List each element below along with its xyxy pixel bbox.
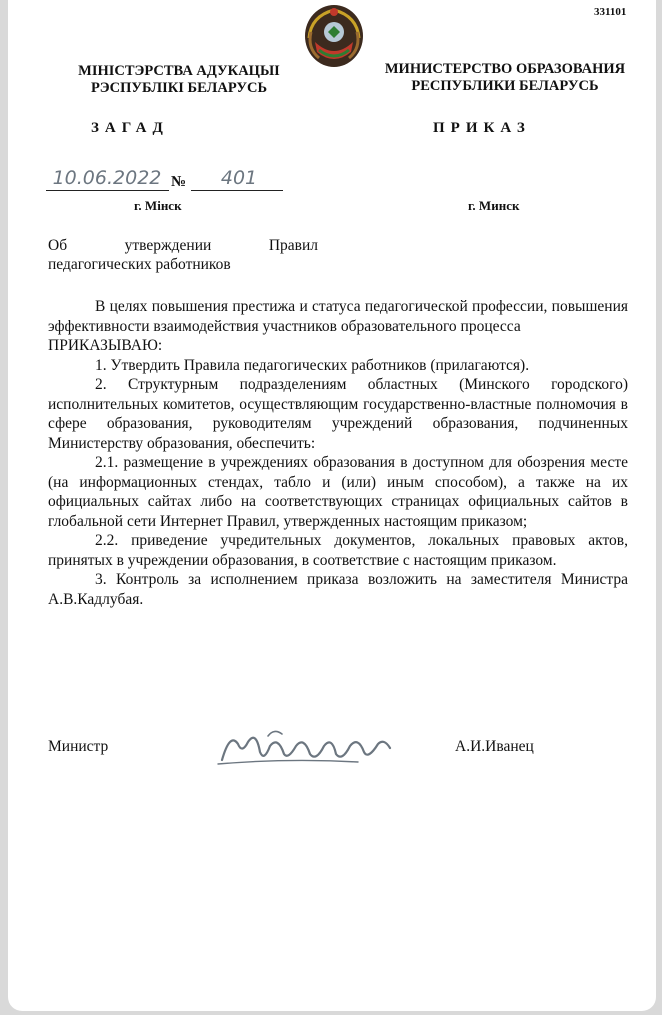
org-name-belarusian bbox=[44, 63, 314, 97]
order-word: ПРИКАЗЫВАЮ: bbox=[48, 337, 163, 354]
number-sign: № bbox=[171, 174, 187, 190]
state-emblem-icon bbox=[303, 2, 365, 68]
order-item-2: 2. Структурным подразделениям областных (Минского городского) исполнительных комитетов, осуществляющим государственно-властные полномочия в сфере образования, руководителям учреждений образования, подчиненных Министерству образования, обеспечить: bbox=[48, 376, 628, 452]
order-number: 401 bbox=[220, 167, 258, 189]
number-underline bbox=[191, 190, 283, 191]
org-line: РЭСПУБЛІКІ БЕЛАРУСЬ bbox=[90, 80, 268, 96]
order-date: 10.06.2022 bbox=[52, 167, 162, 189]
order-item-1: 1. Утвердить Правила педагогических работников (прилагаются). bbox=[95, 356, 530, 374]
order-item-2-1: 2.1. размещение в учреждениях образования в доступном для обозрения месте (на информационных стендах, табло и (или) иным способом), а также на их официальных сайтах либо на соответствующих страницах официальных сайтов в глобальной сети Интернет Правил, утвержденных настоящим приказом; bbox=[48, 454, 628, 530]
subject-line: педагогических работников bbox=[48, 256, 231, 273]
doc-type-belarusian: ЗАГАД bbox=[91, 120, 169, 136]
document-page bbox=[8, 0, 656, 1011]
signatory-name: А.И.Иванец bbox=[455, 738, 534, 755]
order-subject bbox=[48, 236, 318, 274]
subject-word: Правил bbox=[268, 237, 318, 254]
order-item-3: 3. Контроль за исполнением приказа возложить на заместителя Министра А.В.Кадлубая. bbox=[48, 571, 628, 608]
order-body bbox=[48, 297, 628, 609]
org-line: РЕСПУБЛИКИ БЕЛАРУСЬ bbox=[411, 78, 599, 94]
handwritten-signature bbox=[208, 722, 408, 772]
preamble: В целях повышения престижа и статуса педагогической профессии, повышения эффективности взаимодействия участников образовательного процесса bbox=[48, 298, 628, 335]
org-line: МИНИСТЕРСТВО ОБРАЗОВАНИЯ bbox=[384, 61, 626, 77]
org-name-russian bbox=[360, 61, 650, 95]
date-underline bbox=[46, 190, 169, 191]
subject-word: Об bbox=[48, 237, 68, 254]
order-item-2-2: 2.2. приведение учредительных документов, локальных правовых актов, принятых в учреждении образования, в соответствие с настоящим приказом. bbox=[48, 532, 628, 569]
subject-word: утверждении bbox=[124, 237, 212, 254]
org-line: МІНІСТЭРСТВА АДУКАЦЫІ bbox=[78, 63, 280, 79]
city-belarusian: г. Мiнск bbox=[134, 198, 182, 213]
city-russian: г. Минск bbox=[468, 198, 520, 213]
subject-line bbox=[48, 236, 318, 255]
document-serial-number: 331101 bbox=[594, 6, 627, 18]
doc-type-russian: ПРИКАЗ bbox=[433, 120, 531, 136]
signatory-title: Министр bbox=[48, 738, 109, 755]
